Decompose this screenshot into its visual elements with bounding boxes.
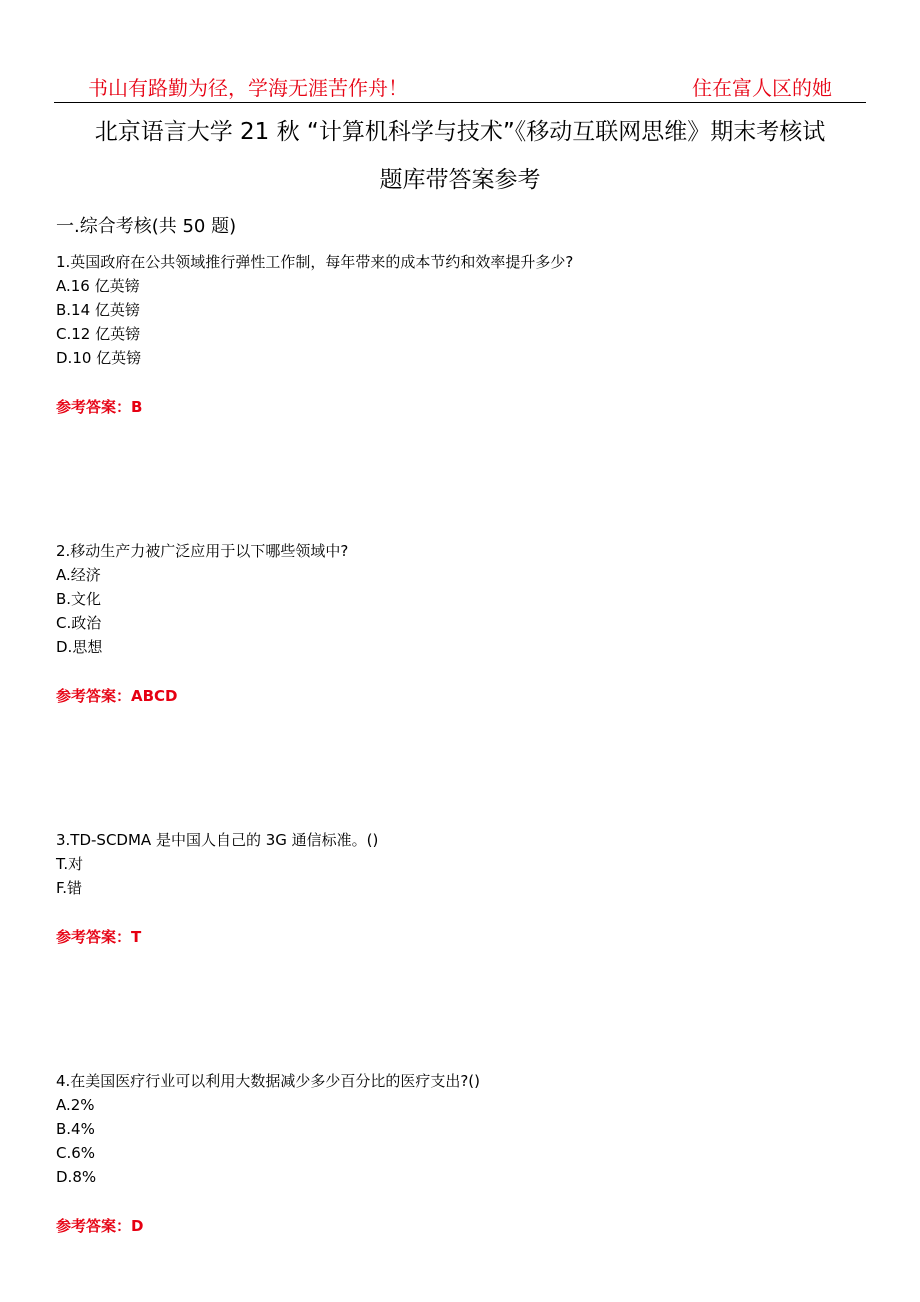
document-title-line-1: 北京语言大学 21 秋 “计算机科学与技术”《移动互联网思维》期末考核试 [94,119,826,145]
question-stem: 1.英国政府在公共领域推行弹性工作制，每年带来的成本节约和效率提升多少? [56,253,574,271]
question-1 [56,250,866,419]
option-false: F.错 [56,879,82,897]
option-a: A.16 亿英镑 [56,277,140,295]
option-d: D.8% [56,1168,97,1186]
page-header [54,70,866,103]
option-c: C.6% [56,1144,96,1162]
question-4 [56,1069,866,1238]
option-c: C.政治 [56,614,102,632]
document-title-line-2: 题库带答案参考 [379,167,541,193]
option-d: D.10 亿英镑 [56,349,142,367]
question-stem: 4.在美国医疗行业可以利用大数据减少多少百分比的医疗支出?() [56,1072,480,1090]
answer-line: 参考答案：B [56,398,143,416]
option-true: T.对 [56,855,84,873]
option-a: A.经济 [56,566,101,584]
section-heading: 一.综合考核(共 50 题) [56,216,237,237]
header-author: 住在富人区的她 [692,76,832,100]
header-motto: 书山有路勤为径，学海无涯苦作舟！ [88,76,408,100]
option-b: B.14 亿英镑 [56,301,140,319]
question-stem: 3.TD-SCDMA 是中国人自己的 3G 通信标准。() [56,831,379,849]
option-b: B.4% [56,1120,95,1138]
answer-line: 参考答案：T [56,928,142,946]
answer-line: 参考答案：ABCD [56,687,178,705]
option-c: C.12 亿英镑 [56,325,141,343]
option-d: D.思想 [56,638,103,656]
question-3 [56,828,866,949]
question-stem: 2.移动生产力被广泛应用于以下哪些领域中? [56,542,349,560]
answer-line: 参考答案：D [56,1217,144,1235]
option-a: A.2% [56,1096,95,1114]
option-b: B.文化 [56,590,102,608]
question-2 [56,539,866,708]
